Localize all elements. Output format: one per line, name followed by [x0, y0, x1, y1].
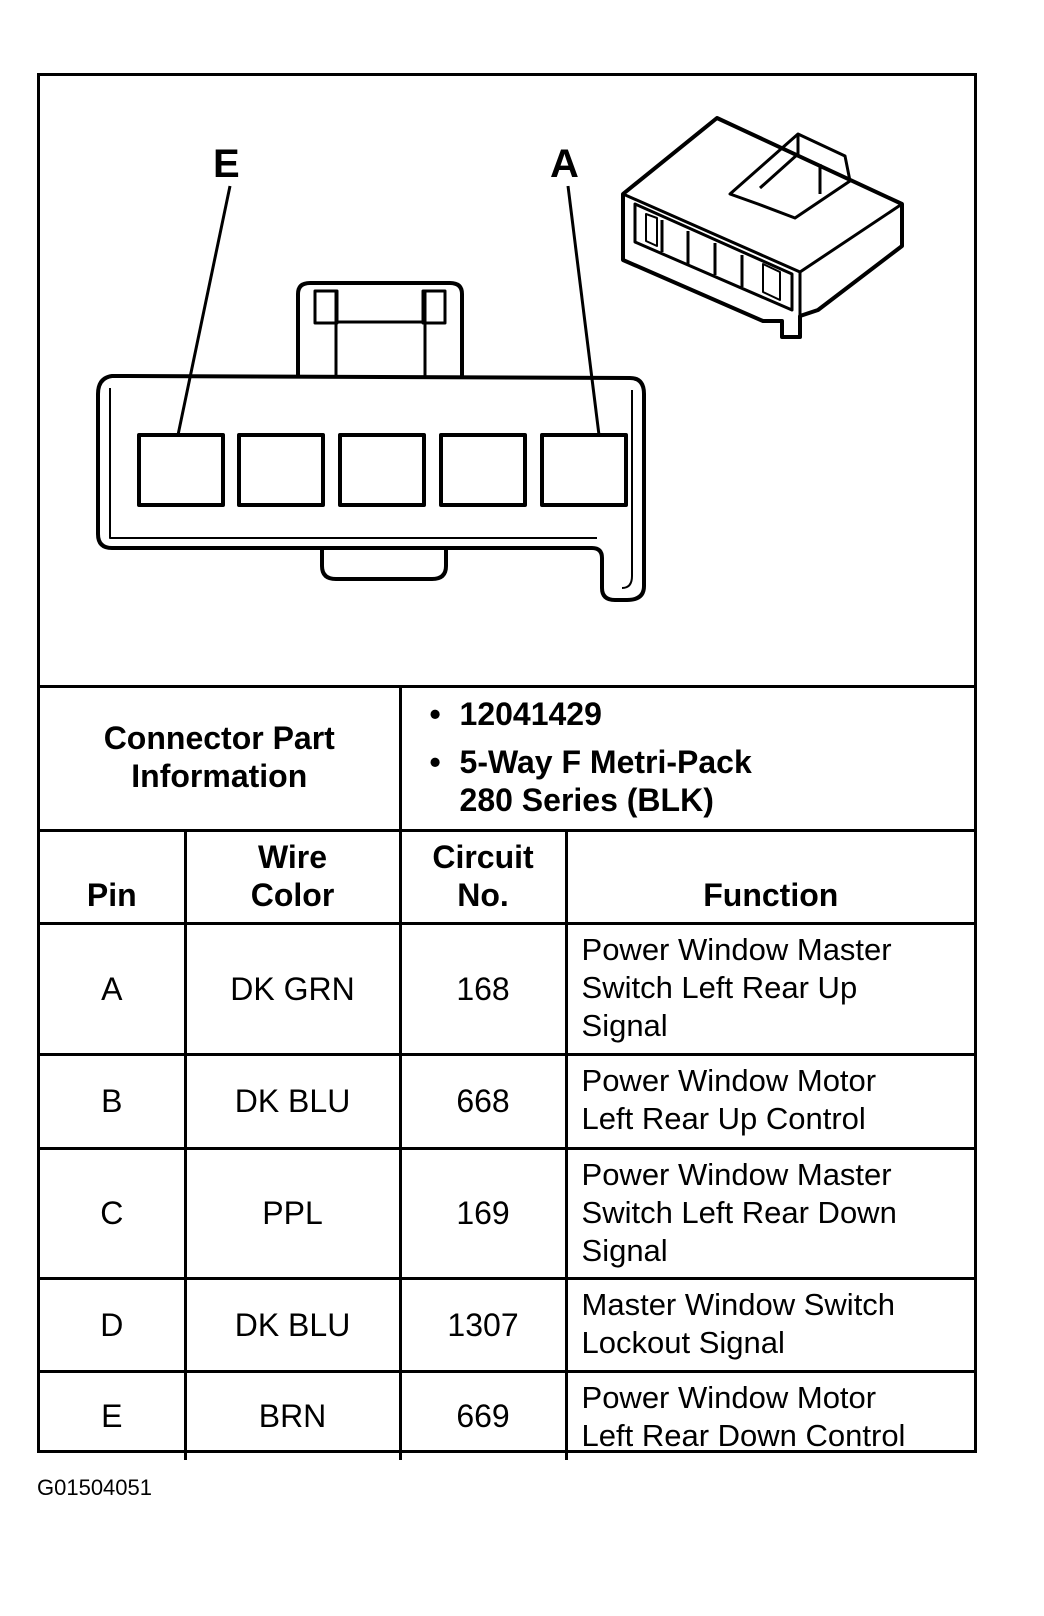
- function-line: Power Window Master: [581, 1157, 892, 1192]
- wire-color-cell: DK BLU: [185, 1279, 400, 1372]
- connector-info-label: [40, 685, 400, 831]
- connector-frame: [37, 73, 977, 1453]
- circuit-cell: 168: [400, 924, 566, 1055]
- wire-color-header: [185, 831, 400, 924]
- circuit-cell: 1307: [400, 1279, 566, 1372]
- connector-drawing: [40, 76, 974, 685]
- function-line: Power Window Motor: [581, 1063, 877, 1098]
- table-row: [40, 1279, 974, 1372]
- function-line: Left Rear Up Control: [581, 1101, 866, 1136]
- connector-face-icon: [98, 186, 644, 600]
- connector-body-icon: [623, 118, 902, 337]
- wire-color-header-line2: Color: [250, 877, 335, 913]
- function-cell: [566, 1149, 974, 1279]
- figure-id: G01504051: [37, 1475, 152, 1500]
- pin-e-label: E: [213, 142, 240, 186]
- function-cell: [566, 924, 974, 1055]
- table-row: [40, 1149, 974, 1279]
- pin-cell: D: [40, 1279, 185, 1372]
- connector-info-label-line2: Information: [131, 758, 308, 794]
- circuit-cell: 668: [400, 1055, 566, 1149]
- wire-color-cell: BRN: [185, 1372, 400, 1460]
- pin-cell: E: [40, 1372, 185, 1460]
- function-line: Left Rear Down Control: [581, 1418, 906, 1453]
- table-header-row: [40, 831, 974, 924]
- connector-info-row: [40, 685, 974, 831]
- table-row: [40, 1055, 974, 1149]
- function-cell: [566, 1055, 974, 1149]
- function-line: Power Window Motor: [581, 1380, 877, 1415]
- circuit-header: [400, 831, 566, 924]
- wire-color-header-line1: Wire: [257, 839, 328, 875]
- pin-cell: A: [40, 924, 185, 1055]
- connector-type-line1: 5-Way F Metri-Pack: [459, 744, 752, 780]
- table-row: [40, 924, 974, 1055]
- function-cell: [566, 1279, 974, 1372]
- function-line: Switch Left Rear Down: [581, 1195, 897, 1230]
- connector-diagram: [40, 76, 974, 688]
- circuit-header-line1: Circuit: [432, 839, 534, 875]
- wire-color-cell: DK GRN: [185, 924, 400, 1055]
- wire-color-cell: PPL: [185, 1149, 400, 1279]
- circuit-cell: 169: [400, 1149, 566, 1279]
- function-line: Switch Left Rear Up: [581, 970, 858, 1005]
- connector-type-line2: 280 Series (BLK): [459, 782, 714, 818]
- part-number: • 12041429: [460, 695, 975, 733]
- connector-info-label-line1: Connector Part: [103, 720, 335, 756]
- connector-type: [460, 743, 975, 819]
- wire-color-cell: DK BLU: [185, 1055, 400, 1149]
- pin-a-label: A: [550, 142, 579, 186]
- circuit-cell: 669: [400, 1372, 566, 1460]
- circuit-header-line2: No.: [457, 877, 509, 913]
- function-line: Power Window Master: [581, 932, 892, 967]
- function-header: Function: [566, 831, 974, 924]
- function-line: Master Window Switch: [581, 1287, 896, 1322]
- table-row: [40, 1372, 974, 1460]
- pin-header: Pin: [40, 831, 185, 924]
- connector-info-values: [400, 685, 974, 831]
- function-line: Lockout Signal: [581, 1325, 785, 1360]
- pin-cell: B: [40, 1055, 185, 1149]
- function-line: Signal: [581, 1008, 668, 1043]
- pinout-table: [40, 685, 974, 1460]
- function-line: Signal: [581, 1233, 668, 1268]
- function-cell: [566, 1372, 974, 1460]
- pin-cell: C: [40, 1149, 185, 1279]
